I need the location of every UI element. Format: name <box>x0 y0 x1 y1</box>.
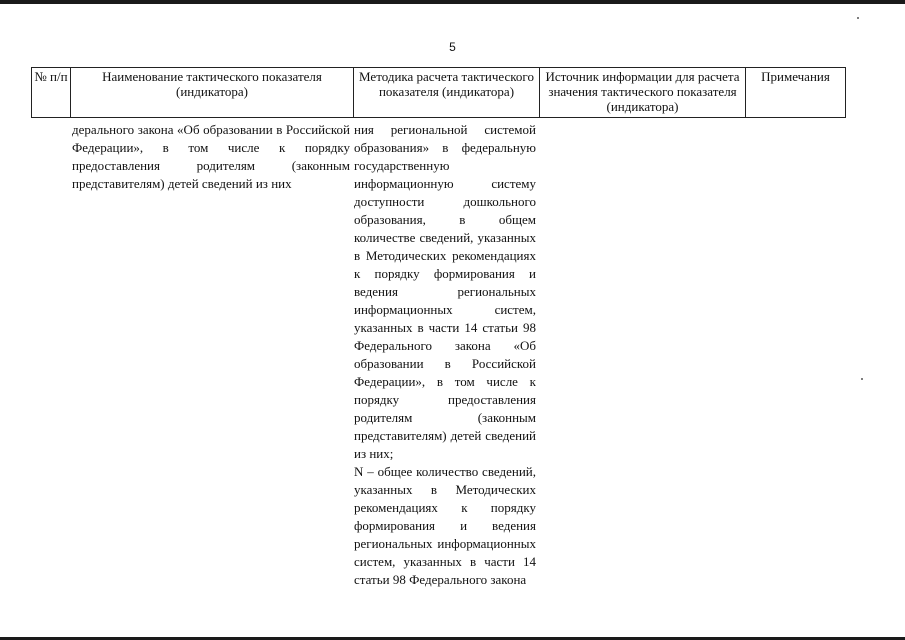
calculation-method-text-n: N – общее количество сведений, указанных в Методических рекомендациях к порядку формирования и ведения региональных информационных систем, указанных в части 14 статьи 98 Федерального закона <box>354 464 536 587</box>
header-row <box>32 68 846 118</box>
page-number: 5 <box>449 40 456 54</box>
calculation-method-cell <box>354 121 536 589</box>
header-number: № п/п <box>32 68 71 118</box>
table-header <box>31 67 846 118</box>
scan-speck <box>857 17 859 19</box>
header-indicator-name: Наименование тактического показателя (индикатора) <box>71 68 354 118</box>
indicator-name-text: дерального закона «Об образовании в Российской Федерации», в том числе к порядку предоставления родителям (законным представителям) детей сведений из них <box>72 122 350 191</box>
calculation-method-text: ния региональной системой образования» в федеральную государственную информационную систему доступности дошкольного образования, в общем количестве сведений, указанных в Методических рекомендациях к порядку формирования и ведения региональных информационных систем, указанных в части 14 статьи 98 Федерального закона «Об образовании в Российской Федерации», в том числе к порядку предоставления родителям (законным представителям) детей сведений из них; <box>354 122 536 461</box>
header-information-source: Источник информации для расчета значения тактического показателя (индикатора) <box>540 68 746 118</box>
scan-edge-top <box>0 0 905 4</box>
header-notes: Примечания <box>746 68 846 118</box>
scan-speck <box>861 378 863 380</box>
header-calculation-method: Методика расчета тактического показателя (индикатора) <box>354 68 540 118</box>
